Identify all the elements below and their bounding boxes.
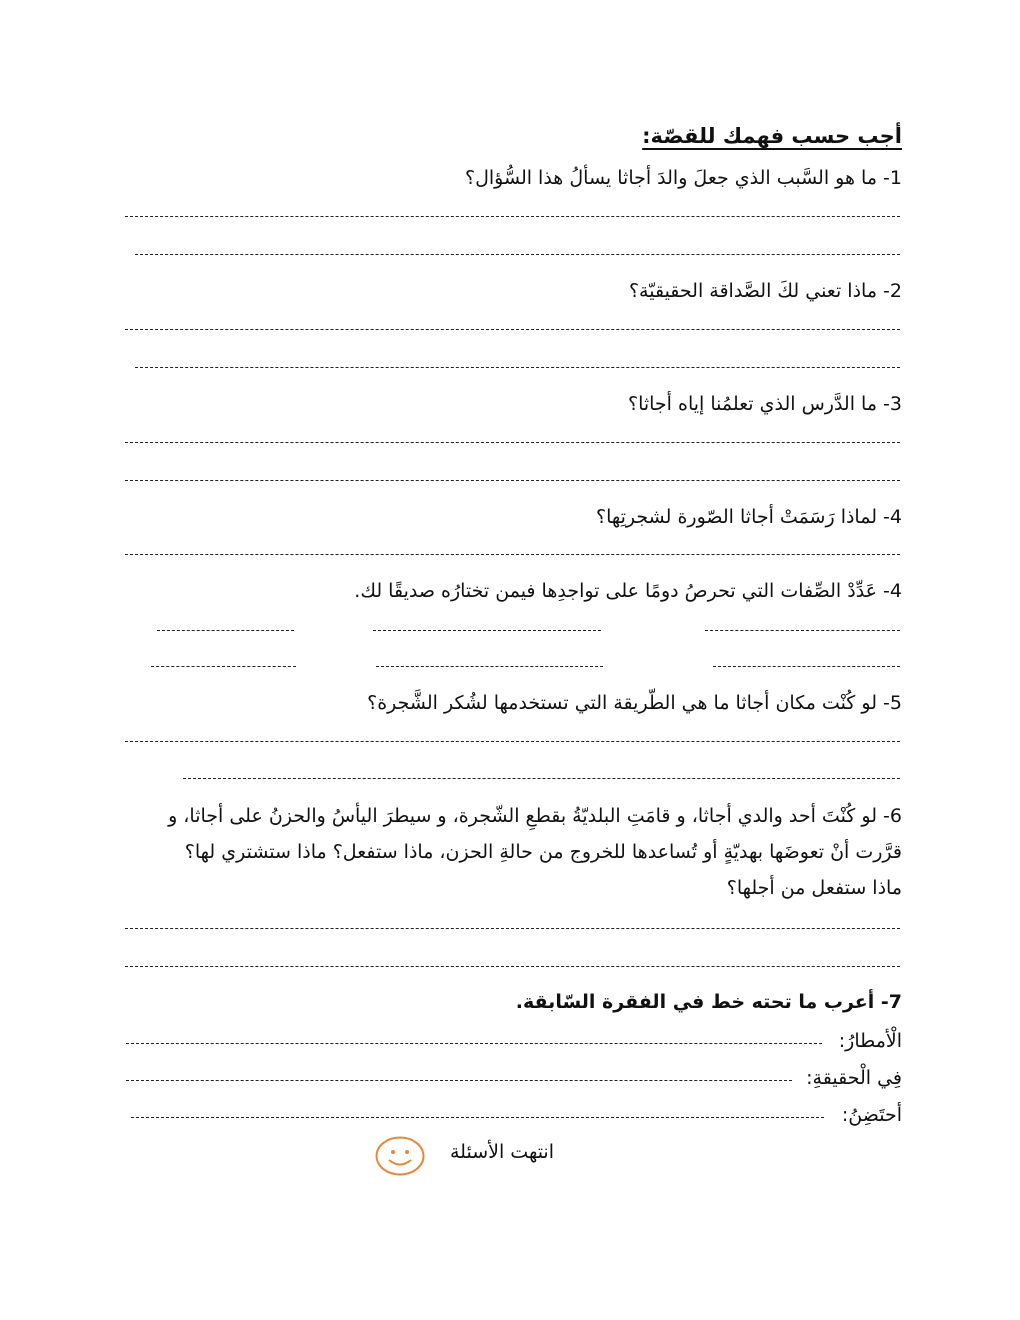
answer-line[interactable] <box>135 254 900 255</box>
answer-line[interactable] <box>125 741 900 742</box>
worksheet-heading: أجب حسب فهمك للقصّة: <box>642 124 902 148</box>
answer-line[interactable] <box>125 442 900 443</box>
answer-blank[interactable] <box>705 630 900 631</box>
question-4b: 4- عَدِّدْ الصِّفات التي تحرصُ دومًا على تواجدِها فيمن تختارُه صديقًا لك. <box>354 580 902 602</box>
parse-answer-line[interactable] <box>131 1117 824 1118</box>
answer-line[interactable] <box>125 480 900 481</box>
question-4a: 4- لماذا رَسَمَتْ أجاثا الصّورة لشجرتِها؟ <box>596 506 902 528</box>
parse-item-label: أحتَضِنُ: <box>841 1104 902 1126</box>
answer-line[interactable] <box>125 554 900 555</box>
parse-item-ahtadin <box>127 1101 902 1129</box>
answer-blank[interactable] <box>713 666 900 667</box>
parse-item-haqiqa <box>122 1064 902 1092</box>
end-of-questions-text: انتهت الأسئلة <box>450 1141 554 1163</box>
question-2: 2- ماذا تعني لكَ الصَّداقة الحقيقيّة؟ <box>628 280 902 302</box>
answer-line[interactable] <box>183 778 900 779</box>
answer-line[interactable] <box>125 329 900 330</box>
answer-blank[interactable] <box>373 630 601 631</box>
parse-answer-line[interactable] <box>126 1080 792 1081</box>
answer-blank[interactable] <box>157 630 294 631</box>
answer-line[interactable] <box>125 216 900 217</box>
answer-line[interactable] <box>125 928 900 929</box>
question-3: 3- ما الدَّرس الذي تعلمُنا إياه أجاثا؟ <box>627 393 902 415</box>
parse-item-label: الْأمطارُ: <box>838 1030 902 1052</box>
answer-blank[interactable] <box>151 666 296 667</box>
question-6: 6- لو كُنْتَ أحد والدي أجاثا، و قامَتِ البلديّةُ بقطعِ الشّجرة، و سيطرَ اليأسُ والحزنُ على أجاثا، و قرَّرت أنْ تعوضَها بهديّةٍ أو تُساعدها للخروج من حالةِ الحزن، ماذا ستفعل؟ ماذا ستشتري لها؟ ماذا ستفعل من أجلها؟ <box>168 805 902 899</box>
question-7: 7- أعرب ما تحته خط في الفقرة السّابقة. <box>515 991 902 1013</box>
answer-line[interactable] <box>125 966 900 967</box>
question-5: 5- لو كُنْت مكان أجاثا ما هي الطّريقة التي تستخدمها لشُكر الشَّجرة؟ <box>367 692 902 714</box>
question-1: 1- ما هو السَّبب الذي جعلَ والدَ أجاثا يسألُ هذا السُّؤال؟ <box>465 167 902 189</box>
parse-item-amtar <box>122 1027 902 1055</box>
answer-blank[interactable] <box>376 666 603 667</box>
smiley-face-icon <box>375 1136 425 1176</box>
answer-line[interactable] <box>135 367 900 368</box>
parse-answer-line[interactable] <box>126 1043 822 1044</box>
parse-item-label: فِي الْحقيقةِ: <box>806 1067 902 1089</box>
